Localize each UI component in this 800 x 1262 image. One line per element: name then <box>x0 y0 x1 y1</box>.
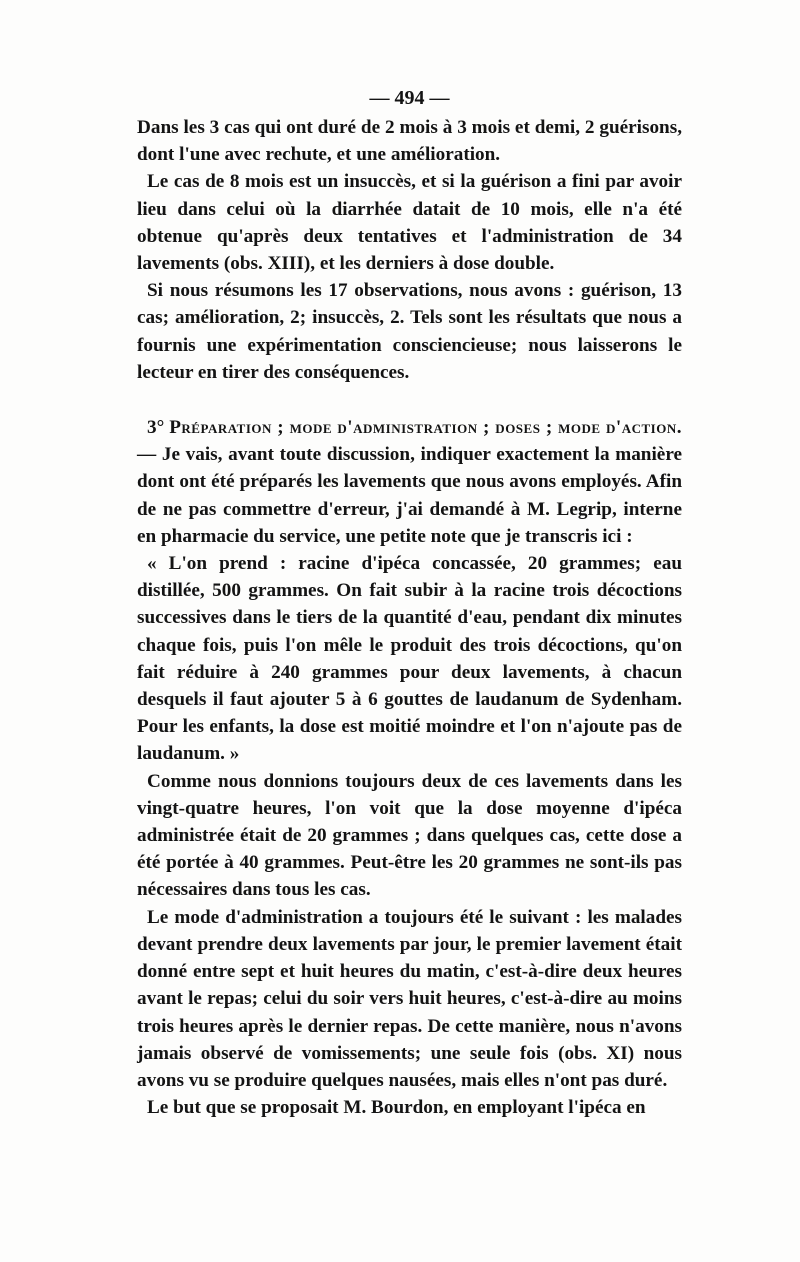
section-heading: Préparation ; mode d'administration ; doses ; mode d'action. <box>169 417 682 439</box>
paragraph-5: Le mode d'administration a toujours été le suivant : les malades devant prendre deux lavements par jour, le premier lavement était donné entre sept et huit heures du matin, c'est-à-dire deux heures avant le repas; celui du soir vers huit heures, c'est-à-dire au moins trois heures après le dernier repas. De cette manière, nous n'avons jamais observé de vomissements; une seule fois (obs. XI) nous avons vu se produire quelques nausées, mais elles n'ont pas duré. <box>137 906 682 1091</box>
text-column <box>137 84 682 1121</box>
section-paragraph <box>137 414 682 550</box>
paragraph-4: Comme nous donnions toujours deux de ces lavements dans les vingt-quatre heures, l'on voit que la dose moyenne d'ipéca administrée était de 20 grammes ; dans quelques cas, cette dose a été portée à 40 grammes. Peut-être les 20 grammes ne sont-ils pas nécessaires dans tous les cas. <box>137 770 682 901</box>
paragraph-1: Dans les 3 cas qui ont duré de 2 mois à 3 mois et demi, 2 guérisons, dont l'une avec rechute, et une amélioration. <box>137 117 682 166</box>
section-gap <box>137 386 682 414</box>
page-number: — 494 — <box>369 87 450 109</box>
quoted-note: « L'on prend : racine d'ipéca concassée, 20 grammes; eau distillée, 500 grammes. On fait subir à la racine trois décoctions successives dans le tiers de la quantité d'eau, pendant dix minutes chaque fois, puis l'on mêle le produit des trois décoctions, qu'on fait réduire à 240 grammes pour deux lavements, à chacun desquels il faut ajouter 5 à 6 gouttes de laudanum de Sydenham. Pour les enfants, la dose est moitié moindre et l'on n'ajoute pas de laudanum. » <box>137 553 682 765</box>
section-number: 3° <box>147 417 165 439</box>
paragraph-6: Le but que se proposait M. Bourdon, en employant l'ipéca en <box>147 1097 646 1119</box>
paragraph-2: Le cas de 8 mois est un insuccès, et si la guérison a fini par avoir lieu dans celui où la diarrhée datait de 10 mois, elle n'a été obtenue qu'après deux tentatives et l'administration de 34 lavements (obs. XIII), et les derniers à dose double. <box>137 171 682 275</box>
section-text: — Je vais, avant toute discussion, indiquer exactement la manière dont ont été préparés les lavements que nous avons employés. Afin de ne pas commettre d'erreur, j'ai demandé à M. Legrip, interne en pharmacie du service, une petite note que je transcris ici : <box>137 444 682 547</box>
paragraph-3: Si nous résumons les 17 observations, nous avons : guérison, 13 cas; amélioration, 2; insuccès, 2. Tels sont les résultats que nous a fournis une expérimentation consciencieuse; nous laisserons le lecteur en tirer des conséquences. <box>137 280 682 383</box>
